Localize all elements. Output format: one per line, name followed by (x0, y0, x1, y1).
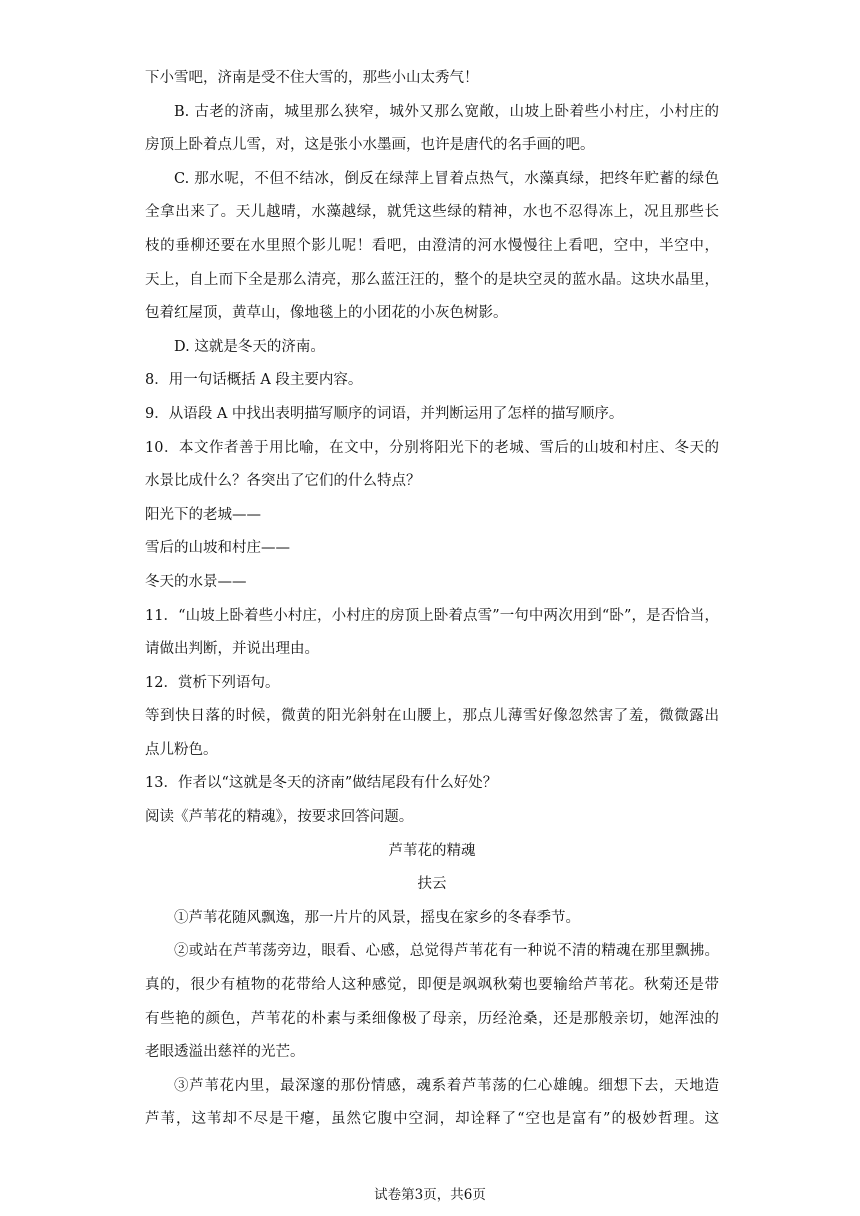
text-line: 冬天的水景—— (145, 573, 247, 590)
text-line: 等到快日落的时候，微黄的阳光斜射在山腰上，那点儿薄雪好像忽然害了羞，微微露出 (145, 708, 719, 725)
document-body (145, 62, 719, 1137)
text-line: 房顶上卧着点儿雪，对，这是张小水墨画，也许是唐代的名手画的吧。 (145, 137, 595, 154)
text-line: ②或站在芦苇荡旁边，眼看、心感，总觉得芦苇花有一种说不清的精魂在那里飘拂。 (174, 943, 719, 960)
text-line: 请做出判断，并说出理由。 (145, 641, 319, 658)
text-line: 8．用一句话概括 A 段主要内容。 (145, 372, 363, 389)
text-line: 11．“山坡上卧着些小村庄，小村庄的房顶上卧着点雪”一句中两次用到“卧”，是否恰当， (145, 607, 719, 624)
text-line: 芦苇，这苇却不尽是干瘪，虽然它腹中空洞，却诠释了“空也是富有”的极妙哲理。这 (145, 1111, 719, 1128)
text-line: 天上，自上而下全是那么清亮，那么蓝汪汪的，整个的是块空灵的蓝水晶。这块水晶里， (145, 271, 719, 288)
document-page (145, 62, 719, 1137)
text-line: 13．作者以“这就是冬天的济南”做结尾段有什么好处？ (145, 775, 498, 792)
text-line: 10．本文作者善于用比喻，在文中，分别将阳光下的老城、雪后的山坡和村庄、冬天的 (145, 439, 719, 456)
text-line: C. 那水呢，不但不结冰，倒反在绿萍上冒着点热气，水藻真绿，把终年贮蓄的绿色 (174, 170, 719, 187)
text-line: ③芦苇花内里，最深邃的那份情感，魂系着芦苇荡的仁心雄魄。细想下去，天地造 (174, 1077, 719, 1094)
text-line: 水景比成什么？各突出了它们的什么特点？ (145, 473, 421, 490)
text-line: 真的，很少有植物的花带给人这种感觉，即便是飒飒秋菊也要输给芦苇花。秋菊还是带 (145, 977, 719, 994)
text-line: D. 这就是冬天的济南。 (174, 338, 325, 355)
text-line: B. 古老的济南，城里那么狭窄，城外又那么宽敞，山坡上卧着些小村庄，小村庄的 (174, 103, 719, 120)
text-line: 全拿出来了。天儿越晴，水藻越绿，就凭这些绿的精神，水也不忍得冻上，况且那些长 (145, 204, 719, 221)
text-line: 阳光下的老城—— (145, 506, 261, 523)
text-line: 12．赏析下列语句。 (145, 674, 280, 691)
text-line: 点儿粉色。 (145, 741, 218, 758)
centered-heading-line: 芦苇花的精魂 (388, 842, 476, 859)
text-line: 阅读《芦苇花的精魂》，按要求回答问题。 (145, 809, 414, 826)
text-line: 老眼透溢出慈祥的光芒。 (145, 1044, 305, 1061)
text-line: ①芦苇花随风飘逸，那一片片的风景，摇曳在家乡的冬春季节。 (174, 909, 580, 926)
text-line: 9．从语段 A 中找出表明描写顺序的词语，并判断运用了怎样的描写顺序。 (145, 405, 624, 422)
text-line: 下小雪吧，济南是受不住大雪的，那些小山太秀气！ (145, 70, 479, 86)
page-footer: 试卷第3页，共6页 (374, 1187, 486, 1203)
text-line: 包着红屋顶，黄草山，像地毯上的小团花的小灰色树影。 (145, 305, 508, 322)
text-line: 雪后的山坡和村庄—— (145, 540, 290, 557)
text-line: 有些艳的颜色，芦苇花的朴素与柔细像极了母亲，历经沧桑，还是那般亲切，她浑浊的 (145, 1010, 719, 1027)
centered-heading-line: 扶云 (417, 876, 447, 893)
text-line: 枝的垂柳还要在水里照个影儿呢！看吧，由澄清的河水慢慢往上看吧，空中，半空中， (145, 237, 719, 254)
